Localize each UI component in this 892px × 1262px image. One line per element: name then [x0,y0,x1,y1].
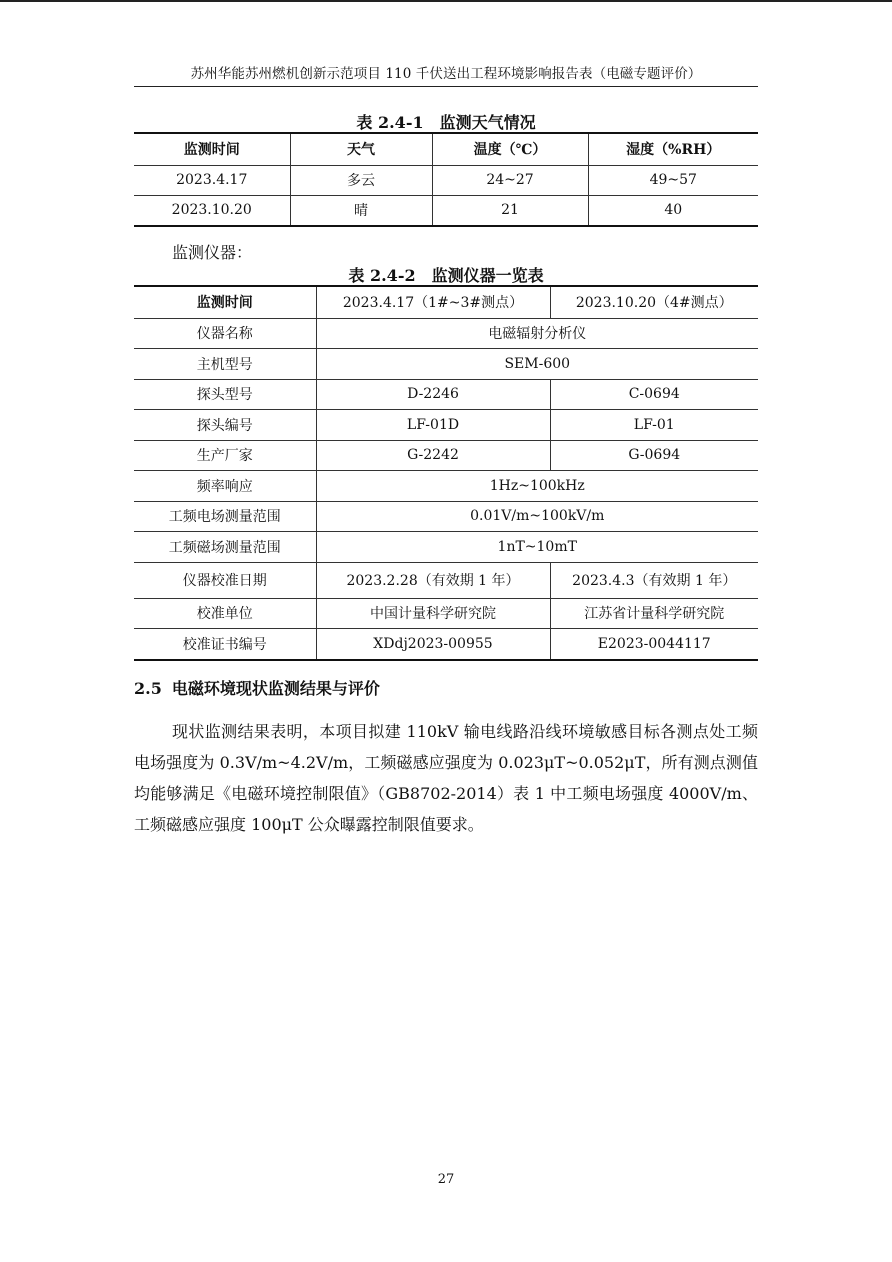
merged-value-cell: 1nT~10mT [316,531,758,562]
value-cell: D-2246 [316,379,550,409]
merged-value-cell: 0.01V/m~100kV/m [316,501,758,531]
page-number: 27 [437,1172,455,1187]
value-cell: G-2242 [316,440,550,470]
running-header: 苏州华能苏州燃机创新示范项目 110 千伏送出工程环境影响报告表（电磁专题评价） [134,62,758,87]
body-paragraph: 现状监测结果表明，本项目拟建 110kV 输电线路沿线环境敏感目标各测点处工频电场强度为 0.3V/m~4.2V/m，工频磁感应强度为 0.023μT~0.052μT，所有测点测值均能够满足《电磁环境控制限值》（GB8702-2014）表 1 中工频电场强度 4000V/m、工频磁感应强度 100μT 公众曝露控制限值要求。 [134,722,758,834]
merged-value-cell: 电磁辐射分析仪 [316,318,758,348]
row-label-cell: 仪器校准日期 [134,562,316,598]
table-row [134,348,758,379]
value-cell: C-0694 [550,379,758,409]
section-number: 2.5 [134,679,162,698]
table-row [134,409,758,440]
row-label-cell: 校准单位 [134,598,316,628]
weather-header-cell: 天气 [290,133,432,165]
weather-table [134,132,758,227]
value-cell: 2023.2.28（有效期 1 年） [316,562,550,598]
table-cell: 多云 [290,165,432,195]
table-cell: 49~57 [588,165,758,195]
table-cell: 晴 [290,195,432,226]
instrument-table [134,285,758,661]
row-label-cell: 生产厂家 [134,440,316,470]
table2-caption: 表 2.4-2 监测仪器一览表 [348,266,544,285]
value-cell: 2023.10.20（4#测点） [550,286,758,318]
table-cell: 40 [588,195,758,226]
table-row [134,470,758,501]
table-cell: 24~27 [432,165,588,195]
top-rule [0,0,892,2]
table-cell: 2023.10.20 [134,195,290,226]
weather-header-cell: 温度（℃） [432,133,588,165]
row-label-cell: 校准证书编号 [134,628,316,660]
row-label-cell: 仪器名称 [134,318,316,348]
table-row [134,286,758,318]
value-cell: LF-01 [550,409,758,440]
instrument-label: 监测仪器： [172,243,253,262]
table-row [134,379,758,409]
row-label-cell: 监测时间 [134,286,316,318]
value-cell: 中国计量科学研究院 [316,598,550,628]
row-label-cell: 探头编号 [134,409,316,440]
section-heading [134,676,380,699]
value-cell: 江苏省计量科学研究院 [550,598,758,628]
row-label-cell: 探头型号 [134,379,316,409]
value-cell: G-0694 [550,440,758,470]
row-label-cell: 工频磁场测量范围 [134,531,316,562]
table-row [134,165,758,195]
weather-header-cell: 湿度（%RH） [588,133,758,165]
row-label-cell: 频率响应 [134,470,316,501]
table-row [134,195,758,226]
table-row [134,531,758,562]
table-cell: 21 [432,195,588,226]
row-label-cell: 主机型号 [134,348,316,379]
value-cell: 2023.4.17（1#~3#测点） [316,286,550,318]
table-cell: 2023.4.17 [134,165,290,195]
weather-header-cell: 监测时间 [134,133,290,165]
merged-value-cell: SEM-600 [316,348,758,379]
table-row [134,318,758,348]
weather-header-row [134,133,758,165]
value-cell: 2023.4.3（有效期 1 年） [550,562,758,598]
row-label-cell: 工频电场测量范围 [134,501,316,531]
value-cell: E2023-0044117 [550,628,758,660]
merged-value-cell: 1Hz~100kHz [316,470,758,501]
table-row [134,628,758,660]
section-title: 电磁环境现状监测结果与评价 [171,679,380,698]
value-cell: LF-01D [316,409,550,440]
table-row [134,501,758,531]
table-row [134,440,758,470]
table-row [134,562,758,598]
value-cell: XDdj2023-00955 [316,628,550,660]
table-row [134,598,758,628]
table1-caption: 表 2.4-1 监测天气情况 [356,113,536,132]
